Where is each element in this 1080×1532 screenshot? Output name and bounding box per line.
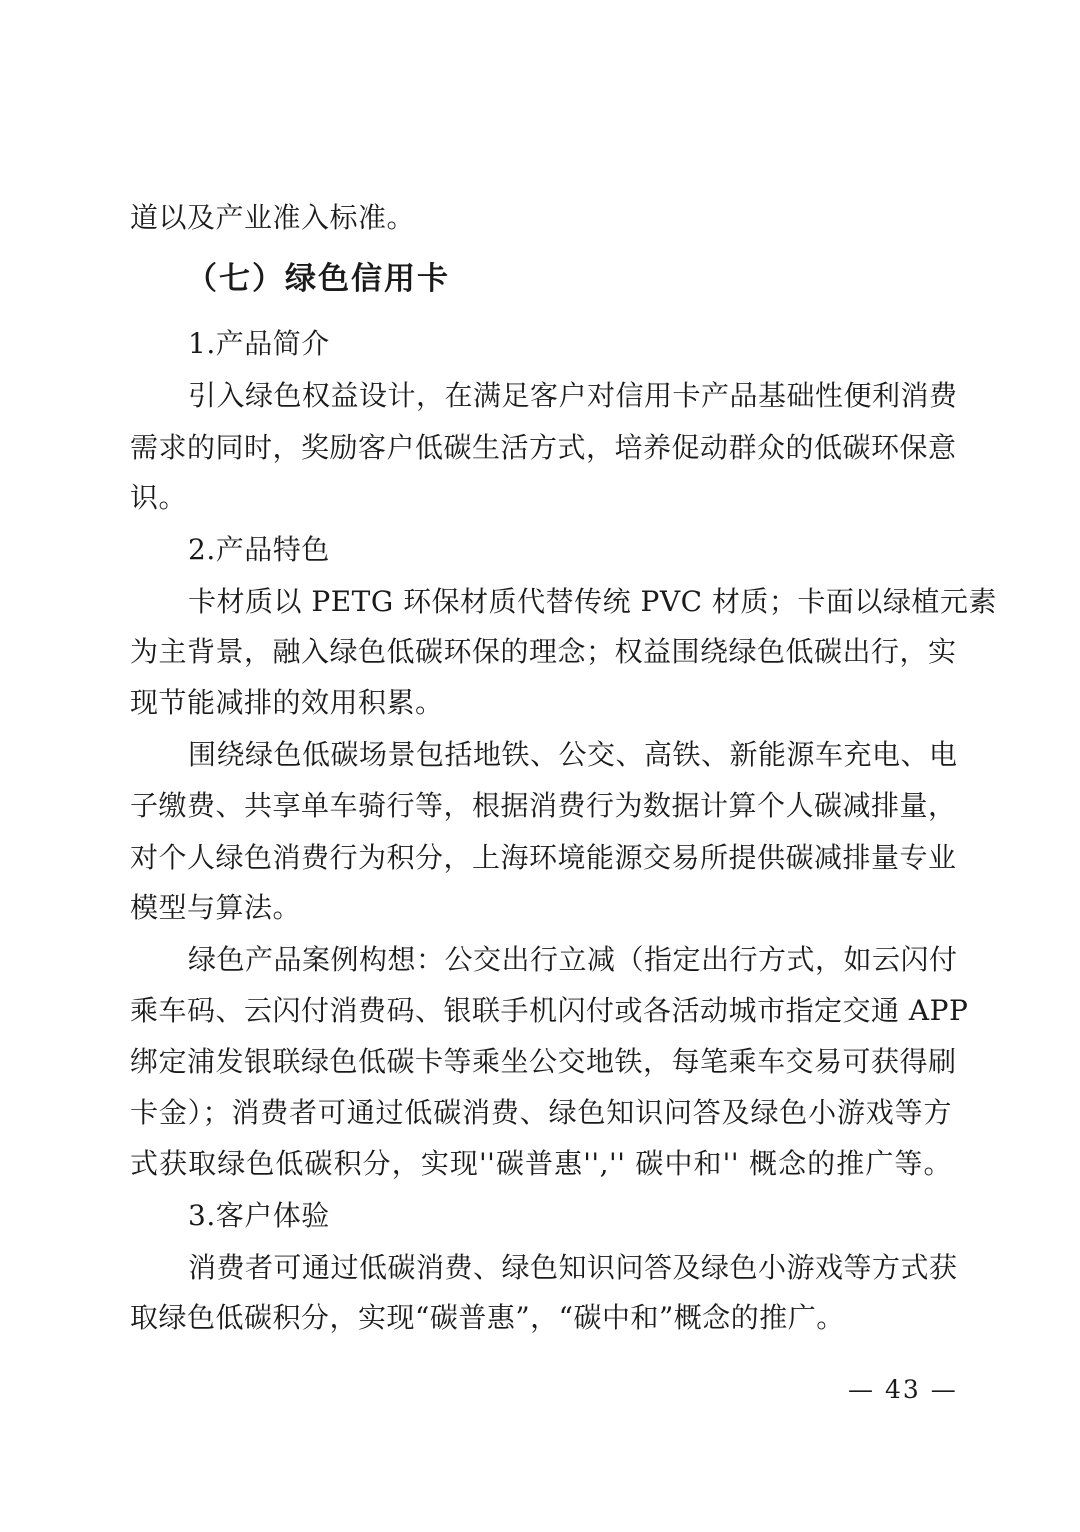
paragraph-line: 绿色产品案例构想：公交出行立减（指定出行方式，如云闪付	[188, 943, 958, 976]
paragraph-line: 卡材质以 PETG 环保材质代替传统 PVC 材质；卡面以绿植元素	[188, 585, 997, 618]
subheading-product-features: 2.产品特色	[188, 533, 330, 566]
paragraph-line: 为主背景，融入绿色低碳环保的理念；权益围绕绿色低碳出行，实	[130, 635, 957, 668]
paragraph-line: 乘车码、云闪付消费码、银联手机闪付或各活动城市指定交通 APP	[130, 994, 969, 1027]
subheading-customer-experience: 3.客户体验	[188, 1199, 330, 1232]
paragraph-line: 式获取绿色低碳积分，实现''碳普惠'','' 碳中和'' 概念的推广等。	[130, 1147, 952, 1180]
paragraph-line: 现节能减排的效用积累。	[130, 686, 444, 719]
subheading-product-intro: 1.产品简介	[188, 327, 330, 360]
section-heading: （七）绿色信用卡	[186, 261, 450, 297]
paragraph-line: 模型与算法。	[130, 891, 302, 924]
paragraph-line: 围绕绿色低碳场景包括地铁、公交、高铁、新能源车充电、电	[188, 738, 958, 771]
paragraph-line: 取绿色低碳积分，实现“碳普惠”，“碳中和”概念的推广。	[130, 1301, 845, 1334]
paragraph-line: 卡金）；消费者可通过低碳消费、绿色知识问答及绿色小游戏等方	[130, 1096, 952, 1129]
paragraph-line: 需求的同时，奖励客户低碳生活方式，培养促动群众的低碳环保意	[130, 431, 957, 464]
paragraph-line: 识。	[130, 481, 188, 514]
page-number: — 43 —	[848, 1375, 958, 1404]
paragraph-line: 对个人绿色消费行为积分，上海环境能源交易所提供碳减排量专业	[130, 841, 957, 874]
paragraph-line: 绑定浦发银联绿色低碳卡等乘坐公交地铁，每笔乘车交易可获得刷	[130, 1045, 957, 1078]
paragraph-line: 子缴费、共享单车骑行等，根据消费行为数据计算个人碳减排量，	[130, 789, 957, 822]
paragraph-line: 消费者可通过低碳消费、绿色知识问答及绿色小游戏等方式获	[188, 1251, 958, 1284]
paragraph-line: 引入绿色权益设计，在满足客户对信用卡产品基础性便利消费	[188, 379, 958, 412]
paragraph-line: 道以及产业准入标准。	[130, 201, 416, 234]
